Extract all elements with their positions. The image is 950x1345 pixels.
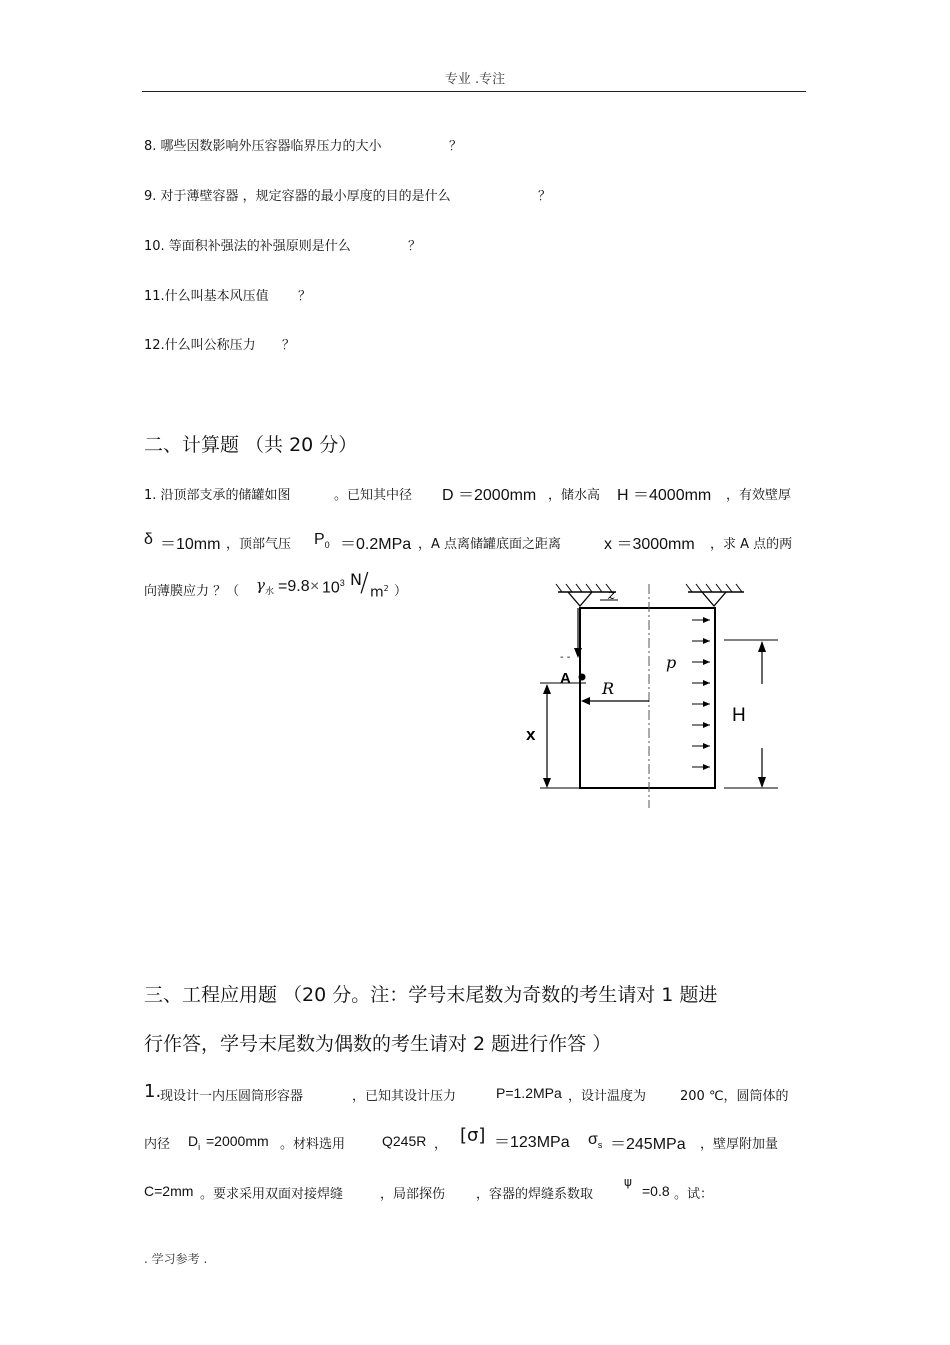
label-x: x [526,725,536,744]
label-a: A [560,670,571,687]
section-2-title: 二、计算题 （共 20 分） [144,434,358,456]
design-pressure: P=1.2MPa [496,1085,562,1101]
text-span: ，储水高 [548,488,601,503]
unit-exponent: 2 [383,584,389,593]
height-value: H ＝4000mm [617,487,712,504]
text-span: 内径 [144,1137,171,1152]
text-span: ，A 点离储罐底面之距离 [418,537,562,552]
page-header: 专业 .专注 [444,72,506,87]
text-span: 。试： [674,1187,714,1202]
diameter-value: D ＝2000mm [442,487,537,504]
power-of-ten [322,578,345,597]
gamma-value: =9.8 [278,578,310,595]
problem-number: 1. [144,1081,162,1102]
corrosion-allowance: C=2mm [144,1183,194,1199]
label-dots: - - [560,652,571,663]
allowable-stress-symbol: [σ] [460,1125,486,1146]
text-span: ，求 A 点的两 [710,537,793,552]
question-text: 11.什么叫基本风压值 [144,289,269,304]
material-grade: Q245R [382,1133,427,1149]
problem-3-line-2 [144,1125,779,1153]
times-symbol: × [310,578,320,595]
h-arrowhead-down [758,777,766,788]
question-10 [144,235,422,254]
question-9 [144,185,552,204]
label-p: p [666,653,677,672]
question-11 [144,285,312,304]
text-span: 。已知其中径 [334,488,413,503]
d-letter: D [188,1133,199,1149]
question-text: 10. 等面积补强法的补强原则是什么 [144,239,351,254]
delta-symbol: δ [144,531,153,548]
distance-value: x ＝3000mm [604,536,695,553]
pressure-symbol [314,531,330,550]
gamma-subscript: 水 [264,587,274,597]
question-mark: ？ [298,289,312,304]
problem-3-line-3 [144,1175,714,1202]
sigma-letter: σ [588,1131,598,1148]
base-ten: 10 [322,579,340,597]
question-text: 12.什么叫公称压力 [144,338,256,353]
inner-diameter-value: =2000mm [206,1133,269,1149]
text-span: ，局部探伤 [380,1187,446,1202]
section-3-title-line-2: 行作答，学号末尾数为偶数的考生请对 2 题进行作答 ） [144,1033,612,1055]
text-span: 向薄膜应力 ？（ [144,584,240,599]
text-span: ， [434,1137,448,1152]
label-h: H [732,705,746,726]
text-span: ，容器的焊缝系数取 [476,1187,594,1202]
point-a [579,674,586,681]
question-mark: ？ [538,189,552,204]
design-temperature: 200 ℃，圆筒体的 [680,1089,789,1104]
exponent: 3 [339,578,345,588]
unit-fraction [350,568,392,601]
header-rule [142,91,806,92]
fraction-slash: ∕ [360,568,369,598]
sigma-subscript: s [597,1140,603,1151]
text-span: 现设计一内压圆筒形容器 [160,1089,304,1104]
question-mark: ？ [282,338,296,353]
label-r: R [602,679,615,698]
h-arrowhead-up [758,641,766,652]
page-footer: . 学习参考 . [144,1252,208,1266]
weld-coefficient-value: =0.8 [642,1183,670,1199]
pressure-arrows [692,620,710,767]
p-letter: P [314,531,325,548]
weld-coefficient-symbol: ψ [624,1175,632,1189]
question-text: 8. 哪些因数影响外压容器临界压力的大小 [144,139,382,154]
problem-1-line-1 [144,484,792,504]
text-span: 1. 沿顶部支承的储罐如图 [144,488,291,503]
inner-diameter-symbol [188,1133,200,1152]
x-arrowhead-down [543,778,551,788]
unit-numerator: N [350,570,362,589]
question-text: 9. 对于薄壁容器 ，规定容器的最小厚度的目的是什么 [144,189,451,204]
question-mark: ？ [449,139,463,154]
section-3-title-line-1: 三、工程应用题 （20 分。注：学号末尾数为奇数的考生请对 1 题进 [144,984,718,1006]
text-span: ，设计温度为 [568,1089,647,1104]
allowable-stress-value: ＝123MPa [494,1134,570,1151]
question-mark: ？ [408,239,422,254]
left-support-icon [556,584,616,606]
pressure-value: ＝0.2MPa [340,536,412,553]
text-span: 。要求采用双面对接焊缝 [200,1187,344,1202]
x-arrowhead-up [543,684,551,694]
yield-stress-symbol [588,1131,602,1150]
p-subscript: 0 [324,540,330,551]
text-span: 。材料选用 [280,1137,346,1152]
question-12 [144,334,296,353]
text-span: ，顶部气压 [226,537,292,552]
radius-arrowhead [581,697,590,705]
question-8 [144,135,463,154]
text-span: ，壁厚附加量 [700,1137,779,1152]
thickness-value: ＝10mm [160,536,221,553]
tank-wall [580,608,715,788]
unit-denominator [370,584,389,601]
text-span: ，已知其设计压力 [352,1089,457,1104]
text-span: ） [394,584,408,599]
tank-diagram [520,580,790,815]
text-span: ，有效壁厚 [726,488,792,503]
unit-meter: m [370,584,384,601]
right-support-icon [686,584,744,606]
problem-1-line-3 [144,568,408,601]
gamma-letter: γ [256,576,265,594]
gamma-symbol [256,576,274,597]
d-subscript: i [198,1141,201,1152]
label-z: z [608,587,616,603]
yield-stress-value: ＝245MPa [610,1136,686,1153]
